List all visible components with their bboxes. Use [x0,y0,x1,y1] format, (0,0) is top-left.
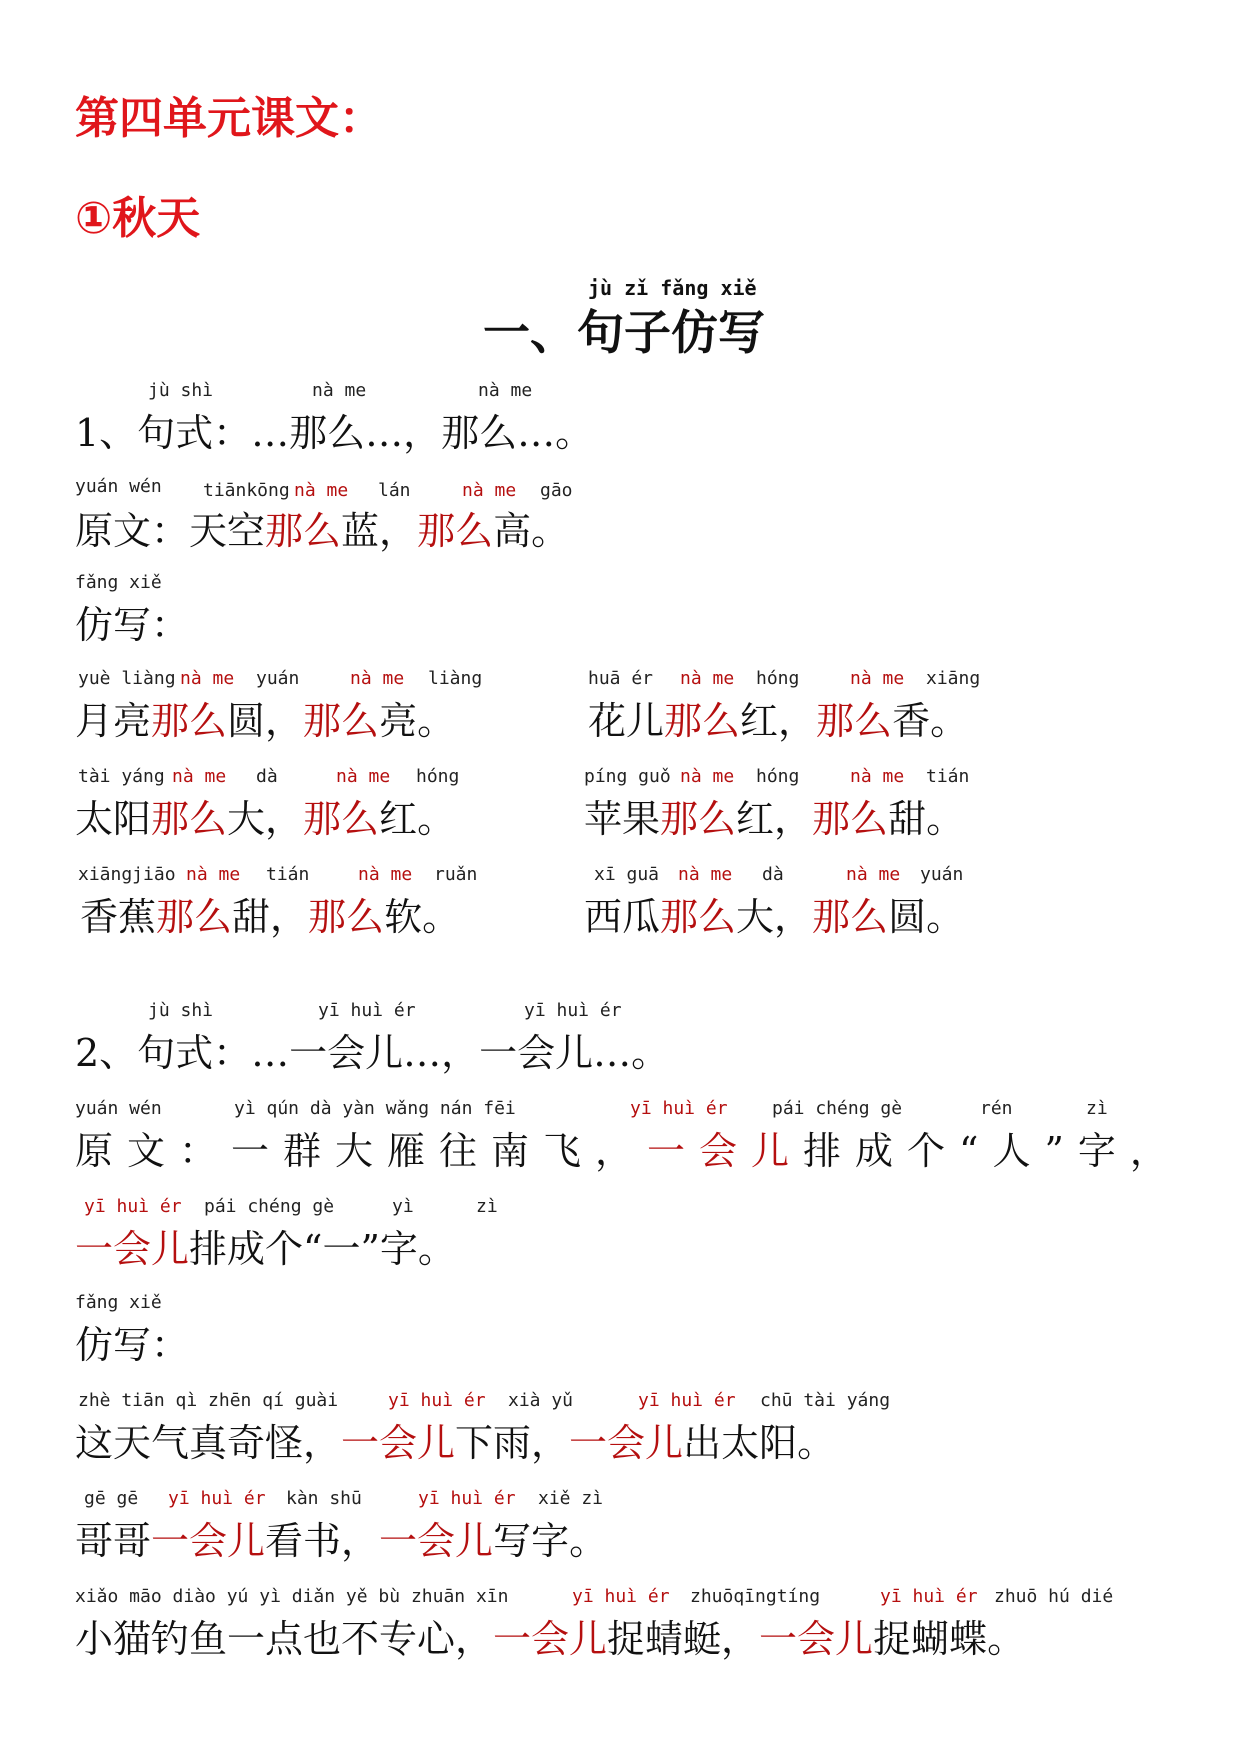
keyword: 那么 [303,797,380,841]
example-pinyin: zhuōqīngtíng [690,1586,821,1607]
p2-heading-pinyin-3: yī huì ér [524,1000,622,1021]
example-pinyin: liàng [428,668,483,689]
example-pinyin: gē gē [84,1488,139,1509]
example-sentence [75,1412,835,1467]
p2-heading-pinyin-2: yī huì ér [318,1000,416,1021]
p2-original-pinyin: yuán wén [75,1098,162,1119]
keyword: 那么 [417,509,494,553]
example-pinyin: kàn shū [286,1488,362,1509]
sentence-part: 大， [736,895,813,939]
p2-heading-pinyin-1: jù shì [148,1000,214,1021]
p1-original-label-pinyin: yuán wén [75,476,162,497]
keyword: 一会儿 [151,1519,266,1563]
sentence-part: 红。 [379,797,456,841]
section-title: 一、句子仿写 [483,306,765,361]
keyword: 那么 [660,895,737,939]
p2-heading: 2、句式：…一会儿…，一会儿…。 [75,1031,670,1075]
keyword: 一会儿 [379,1519,494,1563]
example-sentence [75,1510,607,1565]
sentence-part: 小猫钓鱼一点也不专心， [75,1617,494,1661]
p1-original-pinyin: nà me [294,480,349,501]
sentence-part: 软。 [384,895,461,939]
p2-original-pinyin: yì [392,1196,414,1217]
sentence-part: 下雨， [455,1421,570,1465]
sentence-part: 原文：一群大雁往南飞， [75,1129,648,1173]
p2-imitate-label: 仿写： [75,1323,190,1367]
p1-heading-pinyin-2: nà me [312,380,367,401]
example-pinyin: xià yǔ [508,1390,574,1411]
p2-original-pinyin: pái chéng gè [772,1098,903,1119]
p2-original-pinyin: zì [1086,1098,1108,1119]
keyword: 那么 [156,895,233,939]
sentence-part: 蓝， [341,509,418,553]
example-pinyin: nà me [680,766,735,787]
p2-original-pinyin: rén [980,1098,1013,1119]
example-pinyin: tián [266,864,310,885]
example-pinyin: huā ér [588,668,654,689]
example-pinyin: yuán [920,864,964,885]
keyword: 一会儿 [647,1129,804,1173]
example-pinyin: nà me [850,668,905,689]
sentence-part: 大， [227,797,304,841]
example-sentence [75,1608,1025,1663]
example-sentence [80,886,460,941]
p1-heading-pinyin-3: nà me [478,380,533,401]
keyword: 那么 [660,797,737,841]
example-pinyin: xiě zì [538,1488,604,1509]
keyword: 那么 [151,797,228,841]
keyword: 一会儿 [493,1617,608,1661]
p1-imitate-pinyin: fǎng xiě [75,572,162,593]
sentence-part: 写字。 [493,1519,608,1563]
example-pinyin: nà me [180,668,235,689]
keyword: 那么 [664,699,741,743]
p2-original-pinyin: yī huì ér [84,1196,182,1217]
keyword: 一会儿 [75,1227,190,1271]
example-pinyin: dà [256,766,278,787]
example-pinyin: xiāng [926,668,981,689]
example-sentence [584,886,964,941]
sentence-part: 西瓜 [584,895,661,939]
p1-original-pinyin: tiānkōng [203,480,290,501]
example-pinyin: zhè tiān qì zhēn qí guài [78,1390,339,1411]
example-pinyin: xī guā [594,864,660,885]
example-pinyin: tián [926,766,970,787]
sentence-part: 花儿 [588,699,665,743]
sentence-part: 排成个“人”字， [803,1129,1182,1173]
example-pinyin: hóng [416,766,460,787]
example-pinyin: dà [762,864,784,885]
lesson-title: ①秋天 [75,193,201,244]
example-pinyin: tài yáng [78,766,165,787]
sentence-part: 看书， [265,1519,380,1563]
p1-heading: 1、句式：…那么…，那么…。 [75,411,594,455]
sentence-part: 圆， [227,699,304,743]
example-pinyin: nà me [846,864,901,885]
keyword: 那么 [265,509,342,553]
example-pinyin: yī huì ér [388,1390,486,1411]
sentence-part: 排成个“一”字。 [189,1227,456,1271]
p2-original-pinyin: zì [476,1196,498,1217]
example-pinyin: nà me [678,864,733,885]
sentence-part: 香蕉 [80,895,157,939]
example-pinyin: xiǎo māo diào yú yì diǎn yě bù zhuān xīn [75,1586,509,1607]
sentence-part: 苹果 [584,797,661,841]
example-pinyin: xiāngjiāo [78,864,176,885]
sentence-part: 这天气真奇怪， [75,1421,342,1465]
unit-title: 第四单元课文： [75,93,383,144]
example-sentence [75,690,455,745]
keyword: 那么 [816,699,893,743]
sentence-part: 红， [736,797,813,841]
keyword: 那么 [151,699,228,743]
p1-original-sentence [75,500,569,555]
example-pinyin: yī huì ér [572,1586,670,1607]
keyword: 那么 [812,895,889,939]
example-pinyin: yuán [256,668,300,689]
example-pinyin: hóng [756,668,800,689]
example-pinyin: nà me [358,864,413,885]
example-pinyin: nà me [350,668,405,689]
p2-imitate-pinyin: fǎng xiě [75,1292,162,1313]
sentence-part: 亮。 [379,699,456,743]
p2-original-pinyin: yī huì ér [630,1098,728,1119]
p1-imitate-label: 仿写： [75,603,190,647]
example-pinyin: nà me [172,766,227,787]
example-pinyin: píng guǒ [584,766,671,787]
sentence-part: 圆。 [888,895,965,939]
sentence-part: 香。 [892,699,969,743]
example-pinyin: yī huì ér [880,1586,978,1607]
example-pinyin: ruǎn [434,864,478,885]
sentence-part: 甜。 [888,797,965,841]
sentence-part: 高。 [493,509,570,553]
keyword: 那么 [303,699,380,743]
p2-original-pinyin: pái chéng gè [204,1196,335,1217]
sentence-part: 哥哥 [75,1519,152,1563]
example-pinyin: yuè liàng [78,668,176,689]
p2-original-line-1 [75,1120,1182,1175]
example-pinyin: zhuō hú dié [994,1586,1114,1607]
example-pinyin: nà me [186,864,241,885]
sentence-part: 捉蝴蝶。 [873,1617,1026,1661]
example-sentence [588,690,968,745]
keyword: 一会儿 [569,1421,684,1465]
sentence-part: 甜， [232,895,309,939]
sentence-part: 捉蜻蜓， [607,1617,760,1661]
p1-original-pinyin: gāo [540,480,573,501]
example-pinyin: nà me [336,766,391,787]
example-pinyin: yī huì ér [168,1488,266,1509]
p1-original-label: 原文： [75,509,190,553]
sentence-part: 天空 [189,509,266,553]
keyword: 那么 [812,797,889,841]
example-sentence [75,788,455,843]
sentence-part: 月亮 [75,699,152,743]
keyword: 一会儿 [759,1617,874,1661]
p1-original-pinyin: nà me [462,480,517,501]
example-sentence [584,788,964,843]
example-pinyin: nà me [850,766,905,787]
section-title-pinyin: jù zǐ fǎng xiě [588,276,757,300]
example-pinyin: yī huì ér [418,1488,516,1509]
example-pinyin: chū tài yáng [760,1390,891,1411]
example-pinyin: yī huì ér [638,1390,736,1411]
p1-heading-pinyin-1: jù shì [148,380,214,401]
p2-original-pinyin: yì qún dà yàn wǎng nán fēi [234,1098,516,1119]
keyword: 那么 [308,895,385,939]
keyword: 一会儿 [341,1421,456,1465]
example-pinyin: nà me [680,668,735,689]
sentence-part: 出太阳。 [683,1421,836,1465]
example-pinyin: hóng [756,766,800,787]
p2-original-line-2 [75,1218,456,1273]
p1-original-pinyin: lán [378,480,411,501]
sentence-part: 红， [740,699,817,743]
sentence-part: 太阳 [75,797,152,841]
